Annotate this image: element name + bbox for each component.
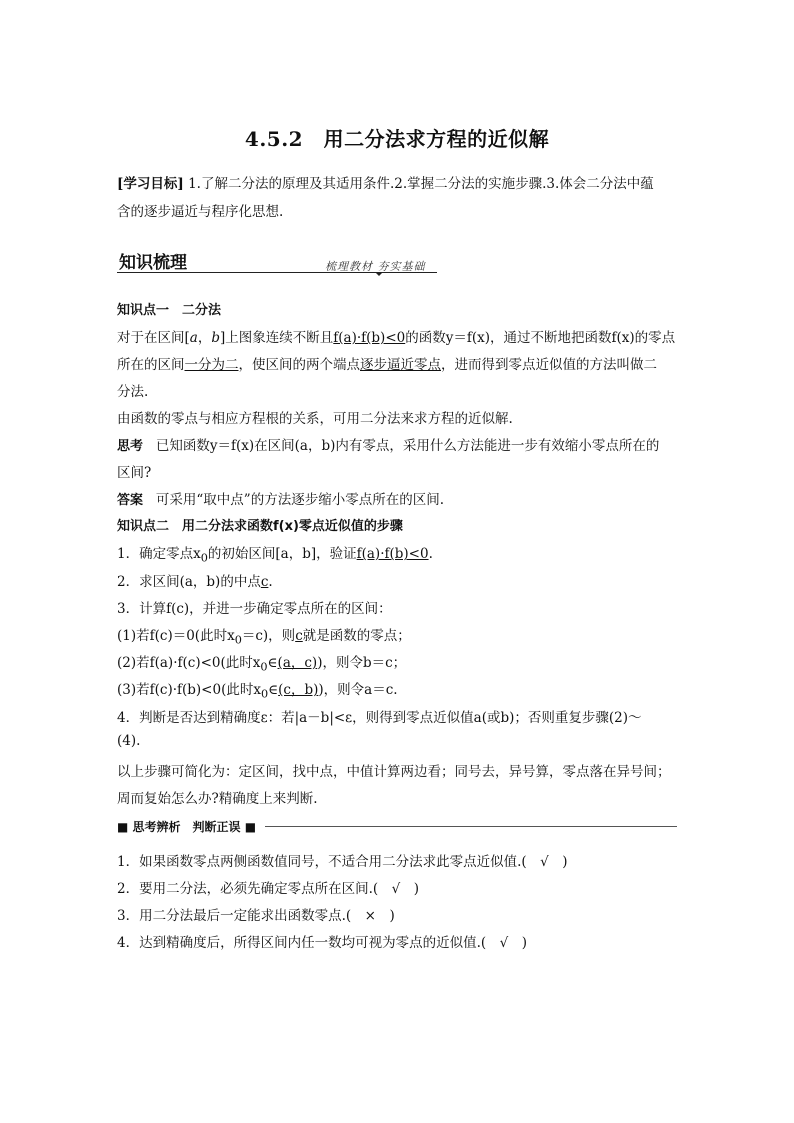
goals-tag: [学习目标]	[117, 176, 184, 192]
step-3-2	[117, 651, 677, 674]
text: 的函数y＝f(x)，通过不断地把函数f(x)的零点	[405, 330, 676, 346]
step-4-cont: (4).	[117, 733, 141, 749]
text: ∈	[267, 655, 278, 671]
judge-item-1: 1．如果函数零点两侧函数值同号，不适合用二分法求此零点近似值.( √ )	[117, 854, 568, 870]
judge-item-3: 3．用二分法最后一定能求出函数零点.( × )	[117, 908, 395, 924]
judge-item-4: 4．达到精确度后，所得区间内任一数均可视为零点的近似值.( √ )	[117, 935, 528, 951]
section-header	[117, 248, 677, 274]
judge-bar-rule	[265, 826, 677, 827]
text: ，	[197, 330, 212, 346]
step-4: 4．判断是否达到精确度ε：若|a－b|<ε，则得到零点近似值a(或b)；否则重复步骤(2)～	[117, 710, 642, 726]
var: a	[189, 330, 198, 346]
step-3: 3．计算f(c)，并进一步确定零点所在的区间：	[117, 601, 392, 617]
kp2-heading: 知识点二 用二分法求函数f(x)零点近似值的步骤	[117, 519, 403, 534]
var: b	[211, 330, 220, 346]
text: 2．求区间(a，b)的中点	[117, 574, 261, 590]
text: 对于在区间[	[117, 330, 190, 346]
think-question-2: 区间?	[117, 465, 152, 481]
page-title: 4.5.2 用二分法求方程的近似解	[244, 127, 550, 151]
judge-item-2: 2．要用二分法，必须先确定零点所在区间.( √ )	[117, 881, 420, 897]
text: 已知函数y＝f(x)在区间(a，b)内有零点，采用什么方法能进一步有效缩小零点所在的	[155, 438, 660, 454]
subscript: 0	[260, 660, 268, 674]
text: 就是函数的零点；	[302, 628, 411, 644]
kp1-def-line-2	[117, 353, 677, 373]
text: .	[268, 574, 273, 590]
step-1	[117, 542, 677, 565]
learning-goals	[117, 170, 677, 226]
underlined-answer: f(a)·f(b)<0	[356, 546, 429, 562]
text: (1)若f(c)＝0(此时x	[117, 628, 235, 644]
text: ，使区间的两个端点	[238, 357, 360, 373]
text: ，进而得到零点近似值的方法叫做二	[441, 357, 657, 373]
section-rule-notch-icon	[375, 272, 383, 276]
text: 1．确定零点x	[117, 546, 201, 562]
judge-bar	[117, 818, 677, 834]
goals-line-1	[117, 170, 677, 198]
text: ]上图象连续不断且	[220, 330, 334, 346]
think-label: 思考	[117, 439, 144, 454]
think-question	[117, 434, 677, 454]
text: (2)若f(a)·f(c)<0(此时x	[117, 655, 261, 671]
kp1-def-line-3: 分法.	[117, 384, 149, 400]
text: )，则令b＝c；	[317, 655, 407, 671]
underlined-answer: c	[260, 574, 269, 590]
text: 所在的区间	[117, 357, 185, 373]
subscript: 0	[200, 551, 208, 565]
underlined-answer: 逐步逼近零点	[360, 357, 441, 373]
summary-1: 以上步骤可简化为：定区间，找中点，中值计算两边看；同号去，异号算，零点落在异号间；	[117, 764, 671, 780]
kp1-def-line-1	[117, 326, 677, 346]
summary-2: 周而复始怎么办?精确度上来判断.	[117, 791, 318, 807]
section-rule	[117, 272, 437, 273]
subscript: 0	[260, 687, 269, 701]
underlined-answer: f(a)·f(b)<0	[333, 330, 406, 346]
text: 的初始区间[a，b]，验证	[207, 546, 357, 562]
section-subtitle: 梳理教材 夯实基础	[325, 260, 426, 273]
kp1-relation: 由函数的零点与相应方程根的关系，可用二分法来求方程的近似解.	[117, 411, 513, 427]
answer	[117, 488, 677, 508]
text: 可采用“取中点”的方法逐步缩小零点所在的区间.	[155, 492, 444, 508]
step-3-3	[117, 678, 677, 701]
answer-label: 答案	[117, 493, 144, 508]
goals-text-2: 含的逐步逼近与程序化思想.	[117, 204, 284, 220]
subscript: 0	[234, 633, 242, 647]
goals-text-1: 1.了解二分法的原理及其适用条件.2.掌握二分法的实施步骤.3.体会二分法中蕴	[188, 176, 654, 192]
underlined-answer: (c，b)	[278, 682, 319, 698]
text: (3)若f(c)·f(b)<0(此时x	[117, 682, 261, 698]
text: .	[428, 546, 433, 562]
judge-bar-title: ■ 思考辨析 判断正误 ■	[117, 820, 257, 834]
underlined-answer: c	[295, 628, 303, 644]
text: ∈	[268, 682, 279, 698]
kp1-heading: 知识点一 二分法	[117, 303, 222, 318]
step-3-1	[117, 624, 677, 647]
section-title: 知识梳理	[119, 253, 187, 273]
underlined-answer: (a，c)	[277, 655, 318, 671]
underlined-answer: 一分为二	[184, 357, 239, 373]
text: ＝c)，则	[241, 628, 296, 644]
step-2	[117, 570, 677, 590]
text: )，则令a＝c.	[318, 682, 398, 698]
